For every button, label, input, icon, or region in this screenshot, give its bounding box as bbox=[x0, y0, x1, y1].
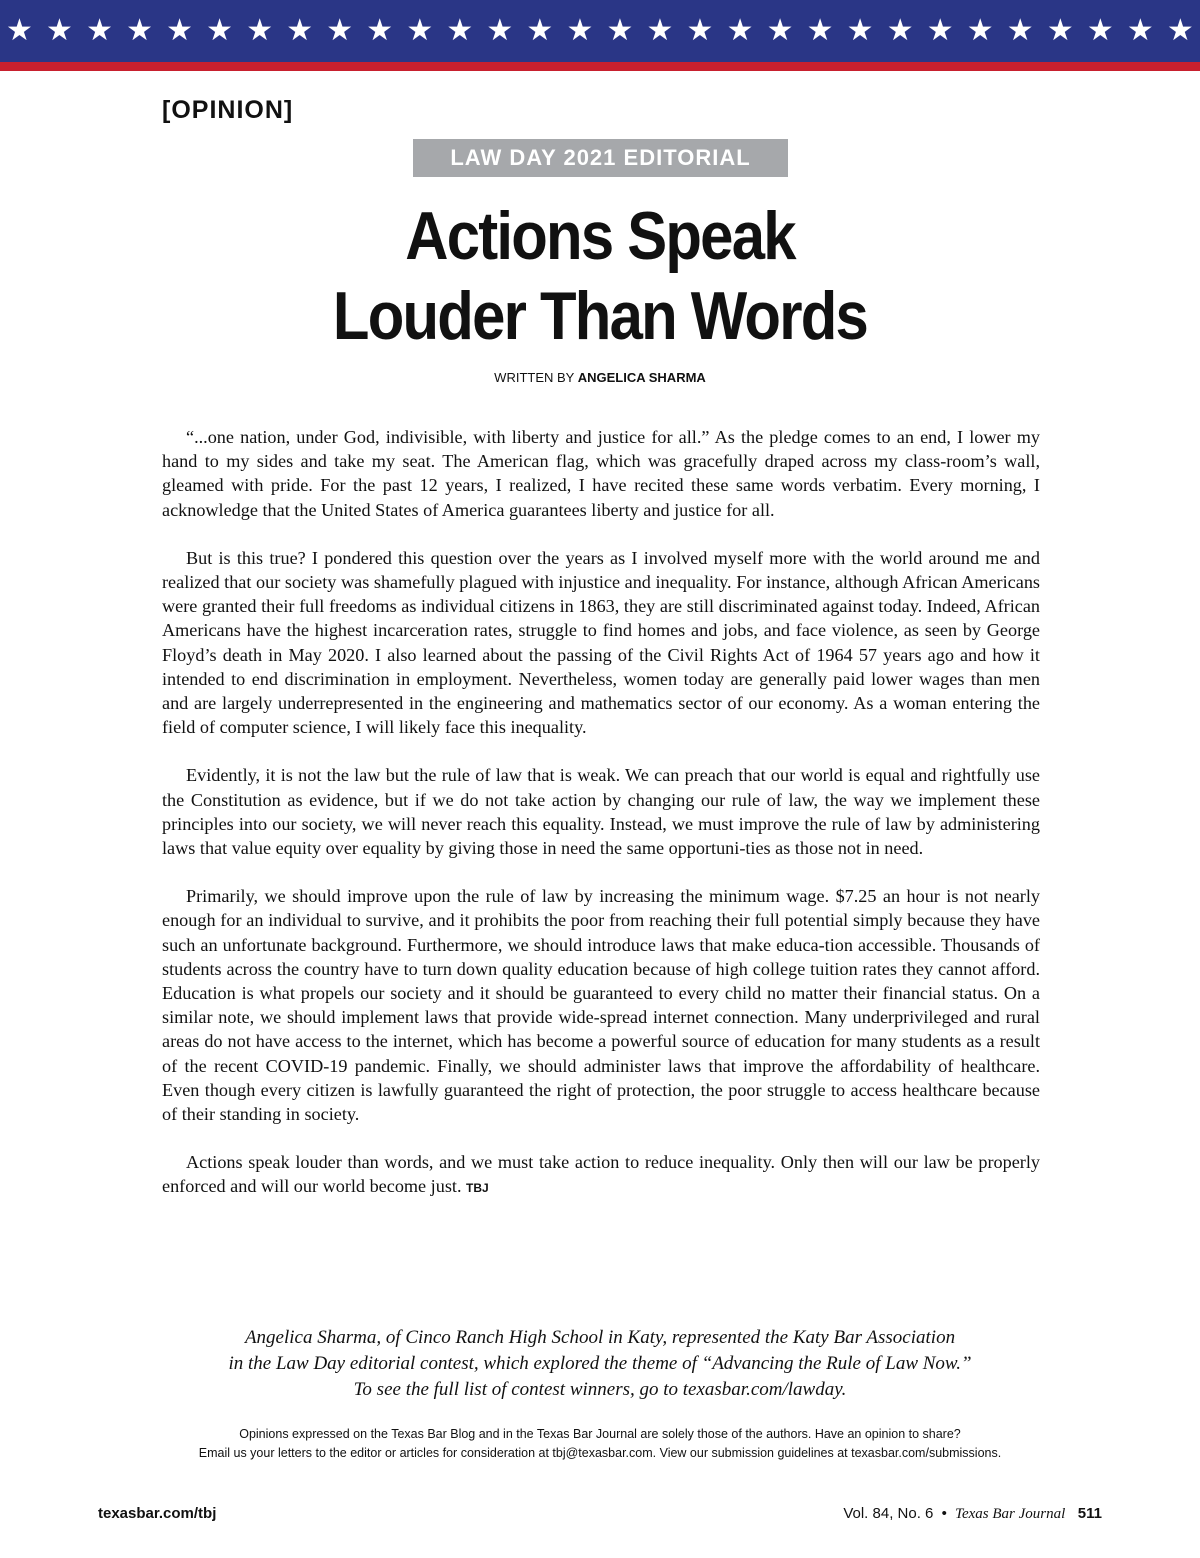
author-bio-line: To see the full list of contest winners, go to texasbar.com/lawday. bbox=[353, 1379, 847, 1400]
article-body bbox=[162, 425, 1040, 1225]
disclaimer bbox=[0, 1425, 1200, 1463]
paragraph: “...one nation, under God, indivisible, with liberty and justice for all.” As the pledge comes to an end, I lower my hand to my sides and take my seat. The American flag, which was gracefully draped across my class-room’s wall, gleamed with pride. For the past 12 years, I realized, I have recited these same words verbatim. Every morning, I acknowledge that the United States of America guarantees liberty and justice for all. bbox=[162, 427, 1040, 520]
headline-line-1: Actions Speak bbox=[405, 198, 795, 274]
star-icon: ★ bbox=[966, 13, 994, 48]
paragraph: Primarily, we should improve upon the rule of law by increasing the minimum wage. $7.25 an hour is not nearly enough for an individual to survive, and it prohibits the poor from reaching their full potential simply because they have such an unfortunate background. Furthermore, we should introduce laws that make educa-tion accessible. Thousands of students across the country have to turn down quality education because of high college tuition rates they cannot afford. Education is what propels our society and it should be guaranteed to every child no matter their financial status. On a similar note, we should implement laws that provide wide-spread internet connection. Many underprivileged and rural areas do not have access to the internet, which has become a powerful source of education for many students as a result of the recent COVID-19 pandemic. Finally, we should administer laws that improve the affordability of healthcare. Even though every citizen is lawfully guaranteed the right of protection, the poor struggle to access healthcare because of their standing in society. bbox=[162, 886, 1040, 1125]
closing-paragraph bbox=[162, 1150, 1040, 1200]
footer-issue-info bbox=[843, 1505, 1102, 1523]
star-icon: ★ bbox=[526, 13, 554, 48]
star-icon: ★ bbox=[126, 13, 153, 48]
byline bbox=[0, 370, 1200, 385]
byline-author: ANGELICA SHARMA bbox=[577, 370, 706, 385]
star-icon: ★ bbox=[366, 13, 394, 48]
star-icon: ★ bbox=[766, 13, 794, 48]
headline-line-2: Louder Than Words bbox=[332, 278, 868, 354]
paragraph: But is this true? I pondered this question over the years as I involved myself more with the world around me and realized that our society was shamefully plagued with injustice and inequality. For instance, although African Americans were granted their full freedoms as individual citizens in 1863, they are still discriminated against today. Indeed, African Americans have the highest incarceration rates, struggle to find homes and jobs, and face violence, as seen by George Floyd’s death in May 2020. I also learned about the passing of the Civil Rights Act of 1964 57 years ago and how it intended to end discrimination in employment. Nevertheless, women today are generally paid lower wages than men and are largely underrepresented in the engineering and mathematics sector of our economy. As a woman entering the field of computer science, I will likely face this inequality. bbox=[162, 547, 1040, 738]
star-icon: ★ bbox=[206, 13, 234, 48]
star-icon: ★ bbox=[486, 13, 514, 48]
footer-bullet: • bbox=[941, 1505, 947, 1522]
kicker-banner: LAW DAY 2021 EDITORIAL bbox=[413, 139, 788, 177]
star-icon: ★ bbox=[6, 13, 33, 48]
footer-url: texasbar.com/tbj bbox=[98, 1505, 217, 1522]
disclaimer-line: Email us your letters to the editor or articles for consideration at tbj@texasbar.com. View our submission guidelines at texasbar.com/submissions. bbox=[198, 1446, 1002, 1460]
section-label: [OPINION] bbox=[162, 96, 294, 124]
headline bbox=[0, 196, 1200, 356]
end-mark: TBJ bbox=[466, 1181, 489, 1196]
star-icon: ★ bbox=[46, 13, 73, 48]
star-icon: ★ bbox=[886, 13, 914, 48]
star-icon: ★ bbox=[326, 13, 354, 48]
star-icon: ★ bbox=[646, 13, 674, 48]
star-icon: ★ bbox=[86, 13, 113, 48]
star-icon: ★ bbox=[1086, 13, 1114, 48]
star-icon: ★ bbox=[806, 13, 834, 48]
byline-prefix: WRITTEN BY bbox=[494, 370, 575, 385]
red-stripe bbox=[0, 62, 1200, 71]
star-icon: ★ bbox=[446, 13, 474, 48]
disclaimer-line: Opinions expressed on the Texas Bar Blog and in the Texas Bar Journal are solely those of the authors. Have an opinion to share? bbox=[239, 1427, 961, 1441]
star-icon: ★ bbox=[846, 13, 874, 48]
star-icon: ★ bbox=[566, 13, 594, 48]
star-icon: ★ bbox=[406, 13, 434, 48]
star-icon: ★ bbox=[726, 13, 754, 48]
star-icon: ★ bbox=[686, 13, 714, 48]
closing-text: Actions speak louder than words, and we must take action to reduce inequality. Only then will our law be properly enforced and will our world become just. bbox=[162, 1152, 1040, 1197]
star-icon: ★ bbox=[606, 13, 634, 48]
author-bio-line: in the Law Day editorial contest, which explored the theme of “Advancing the Rule of Law Now.” bbox=[228, 1353, 972, 1374]
star-icon: ★ bbox=[1126, 13, 1154, 48]
footer-journal-name: Texas Bar Journal bbox=[955, 1506, 1066, 1522]
star-icon: ★ bbox=[1046, 13, 1074, 48]
author-bio bbox=[0, 1325, 1200, 1403]
star-banner bbox=[0, 0, 1200, 62]
star-icon: ★ bbox=[286, 13, 314, 48]
star-icon: ★ bbox=[926, 13, 954, 48]
author-bio-line: Angelica Sharma, of Cinco Ranch High School in Katy, represented the Katy Bar Association bbox=[244, 1327, 956, 1348]
star-icon: ★ bbox=[166, 13, 194, 48]
star-icon: ★ bbox=[246, 13, 274, 48]
star-icon: ★ bbox=[1006, 13, 1034, 48]
paragraph: Evidently, it is not the law but the rule of law that is weak. We can preach that our world is equal and rightfully use the Constitution as evidence, but if we do not take action by changing our rule of law, the way we implement these principles into our society, we will never reach this equality. Instead, we must improve the rule of law by administering laws that value equity over equality by giving those in need the same opportuni-ties as those not in need. bbox=[162, 765, 1040, 859]
page-number: 511 bbox=[1077, 1505, 1102, 1522]
footer-volume: Vol. 84, No. 6 bbox=[843, 1505, 934, 1522]
star-icon: ★ bbox=[1166, 13, 1194, 48]
